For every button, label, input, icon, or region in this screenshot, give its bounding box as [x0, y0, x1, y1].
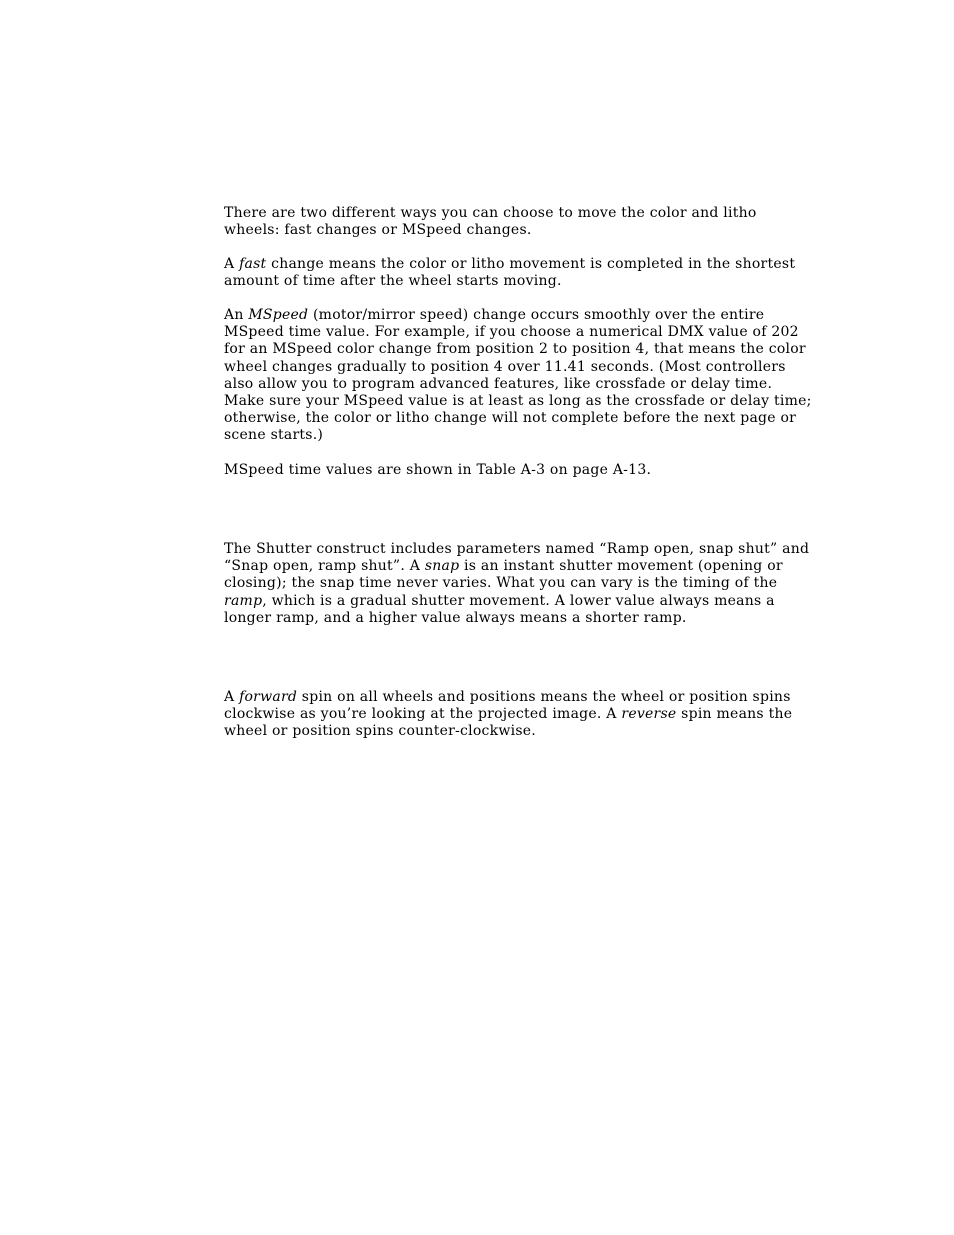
text-run: is an instant shutter movement (opening or — [459, 558, 783, 575]
text-run: change means the color or litho movement is completed in the shortest — [266, 256, 796, 272]
text-run: (motor/mirror speed) change occurs smoothly over the entire — [308, 307, 765, 323]
text-run: A — [224, 689, 240, 705]
text-line — [224, 706, 793, 723]
text-line: scene starts.) — [224, 427, 324, 444]
text-line: otherwise, the color or litho change will not complete before the next page or — [224, 410, 797, 427]
text-line — [224, 307, 789, 324]
text-run: spin on all wheels and positions means the wheel or position spins — [297, 689, 791, 705]
text-line: amount of time after the wheel starts moving. — [224, 273, 562, 290]
text-run: “Snap open, ramp shut”. A — [224, 558, 425, 575]
paragraph-intro — [224, 205, 789, 239]
paragraph-spin-direction — [224, 689, 793, 741]
text-line: also allow you to program advanced features, like crossfade or delay time. — [224, 375, 773, 392]
text-line: wheel or position spins counter-clockwise. — [224, 723, 536, 740]
paragraph-table-reference — [224, 462, 789, 479]
paragraph-shutter — [224, 541, 810, 627]
term-ramp: ramp — [224, 592, 263, 609]
text-line: There are two different ways you can choose to move the color and litho — [224, 205, 757, 221]
text-line: wheel changes gradually to position 4 over 11.41 seconds. (Most controllers — [224, 358, 786, 375]
text-run: An — [224, 307, 249, 323]
text-line: closing); the snap time never varies. What you can vary is the timing of the — [224, 575, 778, 592]
text-line: MSpeed time values are shown in Table A-3 on page A-13. — [224, 462, 652, 478]
term-forward: forward — [239, 689, 298, 705]
text-run: A — [224, 256, 240, 272]
term-mspeed: MSpeed — [248, 307, 309, 323]
term-reverse: reverse — [621, 706, 677, 723]
term-snap: snap — [424, 558, 460, 575]
text-run: clockwise as you’re looking at the projected image. A — [224, 706, 622, 723]
text-line: The Shutter construct includes parameters named “Ramp open, snap shut” and — [224, 541, 810, 557]
text-line: longer ramp, and a higher value always means a shorter ramp. — [224, 609, 687, 626]
text-line: MSpeed time value. For example, if you choose a numerical DMX value of 202 — [224, 324, 799, 341]
paragraph-mspeed-change — [224, 307, 812, 445]
term-fast: fast — [239, 256, 267, 272]
text-run: , which is a gradual shutter movement. A lower value always means a — [262, 592, 775, 609]
text-run: spin means the — [676, 706, 793, 723]
text-line: Make sure your MSpeed value is at least as long as the crossfade or delay time; — [224, 393, 812, 410]
text-line — [224, 256, 796, 273]
text-line — [224, 558, 789, 575]
paragraph-fast-change — [224, 256, 796, 290]
text-line — [224, 593, 789, 610]
text-line: for an MSpeed color change from position 2 to position 4, that means the color — [224, 341, 806, 358]
text-line: wheels: fast changes or MSpeed changes. — [224, 222, 532, 239]
text-line — [224, 689, 789, 706]
